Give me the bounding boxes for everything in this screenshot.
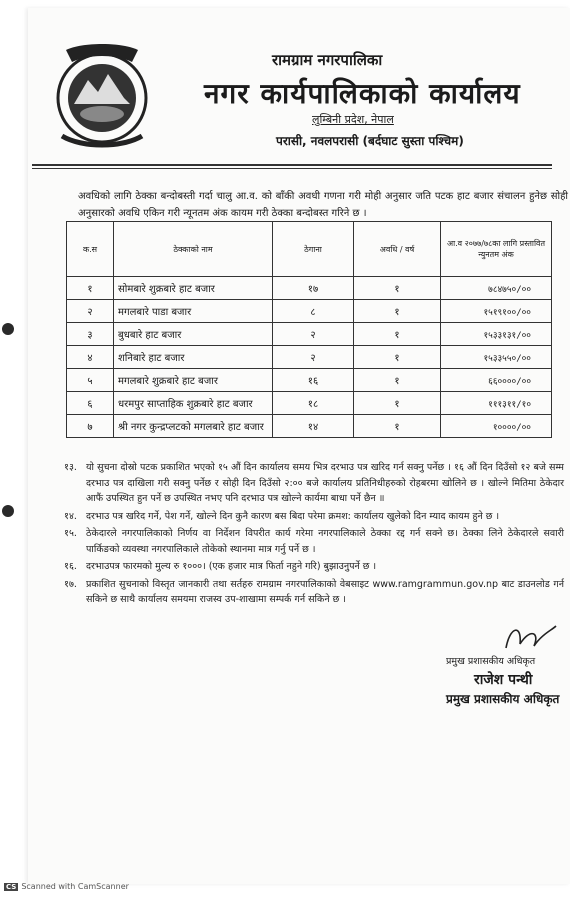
cell-min-amount: १११३११/१० (441, 392, 552, 415)
cell-ward: १४ (273, 415, 354, 438)
note-item (64, 577, 564, 608)
col-serial: क.स (67, 222, 114, 277)
cell-period: १ (354, 392, 441, 415)
cell-min-amount: १५३३१३१/०० (441, 323, 552, 346)
cell-contract-name: मगलबारे पाडा बजार (114, 300, 273, 323)
note-item (64, 460, 564, 507)
cell-ward: १८ (273, 392, 354, 415)
note-item (64, 526, 564, 557)
cell-contract-name: शनिबारे हाट बजार (114, 346, 273, 369)
note-number: १६. (64, 561, 77, 572)
note-text: दरभाउपत्र फारमको मुल्य रु १०००। (एक हजार मात्र फिर्ता नहुने गरि) बुझाउनुपर्ने छ । (86, 561, 377, 572)
cell-serial: ७ (67, 415, 114, 438)
office-title: नगर कार्यपालिकाको कार्यालय (204, 77, 521, 110)
cell-ward: १६ (273, 369, 354, 392)
cell-min-amount: ७८४७५०/०० (441, 277, 552, 300)
header-divider (32, 164, 552, 166)
cell-serial: ५ (67, 369, 114, 392)
municipality-name: रामग्राम नगरपालिका (272, 51, 383, 69)
col-ward: ठेगाना (273, 222, 354, 277)
note-text: यो सुचना दोस्रो पटक प्रकाशित भएको १५ औं दिन कार्यालय समय भित्र दरभाउ पत्र खरिद गर्न सक्नु पर्नेछ । १६ औं दिन दिउँसो १२ बजे सम्म दरभाउ पत्र दाखिला गरी सक्नु पर्नेछ र सोही दिन दिउँसो २:०० बजे कार्यालय प्रतिनिधीहरुको रोहबरमा खोलिने छ । खोल्ने मितिमा ठेकेदार आफैं उपस्थित हुन पर्ने छ उपस्थित नभए पनि दरभाउ पत्र खोल्ने कार्यमा बाधा पर्ने छैन ॥ (86, 462, 564, 504)
notes-section (64, 460, 564, 610)
note-text: प्रकाशित सुचनाको विस्तृत जानकारी तथा सर्तहरु रामग्राम नगरपालिकाको वेबसाइट www.ramgrammun.gov.np बाट डाउनलोड गर्न सकिने छ साथै कार्यालय समयमा राजस्व उप-शाखामा सम्पर्क गर्न सकिने छ । (86, 578, 564, 605)
cell-ward: २ (273, 323, 354, 346)
signatory-name: राजेश पन्थी (474, 672, 533, 688)
cell-contract-name: श्री नगर कुन्द्रप्लटको मगलबारे हाट बजार (114, 415, 273, 438)
cell-min-amount: १५१९१००/०० (441, 300, 552, 323)
cell-serial: ६ (67, 392, 114, 415)
cell-min-amount: १००००/०० (441, 415, 552, 438)
cell-ward: ८ (273, 300, 354, 323)
signatory-title: प्रमुख प्रशासकीय अधिकृत (446, 692, 560, 706)
cell-period: १ (354, 277, 441, 300)
table-header-row (67, 222, 552, 277)
scanner-watermark (4, 882, 129, 891)
table-row (67, 300, 552, 323)
signatory-title-small: प्रमुख प्रशासकीय अधिकृत (446, 656, 536, 667)
col-min-amount: आ.व २०७७/७८का लागि प्रस्तावित न्युनतम अंक (441, 222, 552, 277)
cell-period: १ (354, 369, 441, 392)
cell-serial: ३ (67, 323, 114, 346)
cell-serial: २ (67, 300, 114, 323)
cell-min-amount: ६६००००/०० (441, 369, 552, 392)
intro-paragraph: अवधिको लागि ठेक्का बन्दोबस्ती गर्दा चालु आ.व. को बाँकी अवधी गणना गरी मोही अनुसार जति पटक हाट बजार संचालन हुनेछ सोही अनुसारको अवधि एकिन गरी न्यूनतम अंक कायम गरी ठेक्का बन्दोबस्त गरिने छ । (78, 191, 568, 219)
note-number: १४. (64, 510, 77, 522)
note-item (64, 559, 564, 575)
cell-min-amount: १५३३५५०/०० (441, 346, 552, 369)
cell-contract-name: मगलबारे शुक्रबारे हाट बजार (114, 369, 273, 392)
cell-serial: १ (67, 277, 114, 300)
table-row (67, 346, 552, 369)
cell-ward: २ (273, 346, 354, 369)
cell-contract-name: धरमपुर साप्ताहिक शुक्रबारे हाट बजार (114, 392, 273, 415)
note-number: १७. (64, 578, 77, 590)
cell-serial: ४ (67, 346, 114, 369)
binder-hole (2, 323, 14, 335)
table-row (67, 392, 552, 415)
table-row (67, 323, 552, 346)
note-number: १५. (64, 528, 77, 539)
cell-contract-name: बुधबारे हाट बजार (114, 323, 273, 346)
col-contract-name: ठेक्काको नाम (114, 222, 273, 277)
table-row (67, 369, 552, 392)
cell-period: १ (354, 300, 441, 323)
cell-period: १ (354, 415, 441, 438)
note-item (64, 509, 564, 525)
col-period: अवधि / वर्ष (354, 222, 441, 277)
tender-table (66, 221, 552, 438)
scanner-text: Scanned with CamScanner (21, 882, 129, 891)
camscanner-logo-icon: CS (6, 883, 17, 891)
signature-scribble (500, 618, 560, 658)
table-row (67, 277, 552, 300)
province-line: लुम्बिनी प्रदेश, नेपाल (312, 113, 394, 126)
cell-contract-name: सोमबारे शुक्रबारे हाट बजार (114, 277, 273, 300)
cell-period: १ (354, 323, 441, 346)
note-number: १३. (64, 462, 77, 473)
nepal-emblem-icon (52, 40, 152, 150)
table-row (67, 415, 552, 438)
document-page (28, 8, 570, 884)
cell-ward: १७ (273, 277, 354, 300)
binder-hole (2, 505, 14, 517)
cell-period: १ (354, 346, 441, 369)
address-line: परासी, नवलपरासी (बर्दघाट सुस्ता पश्चिम) (276, 134, 464, 148)
note-text: दरभाउ पत्र खरिद गर्ने, पेश गर्ने, खोल्ने दिन कुनै कारण बस बिदा परेमा क्रमश: कार्यालय खुलेको दिन म्याद कायम हुने छ । (86, 510, 500, 522)
header-divider-thin (32, 168, 552, 169)
note-text: ठेकेदारले नगरपालिकाको निर्णय वा निर्देशन विपरीत कार्य गरेमा नगरपालिकाले ठेक्का रद्द गर्न सक्ने छ। ठेक्का लिने ठेकेदारले सवारी पार्किङको व्यवस्था नगरपालिकाले तोकेको स्थानमा मात्र गर्नु पर्ने छ । (86, 528, 564, 555)
